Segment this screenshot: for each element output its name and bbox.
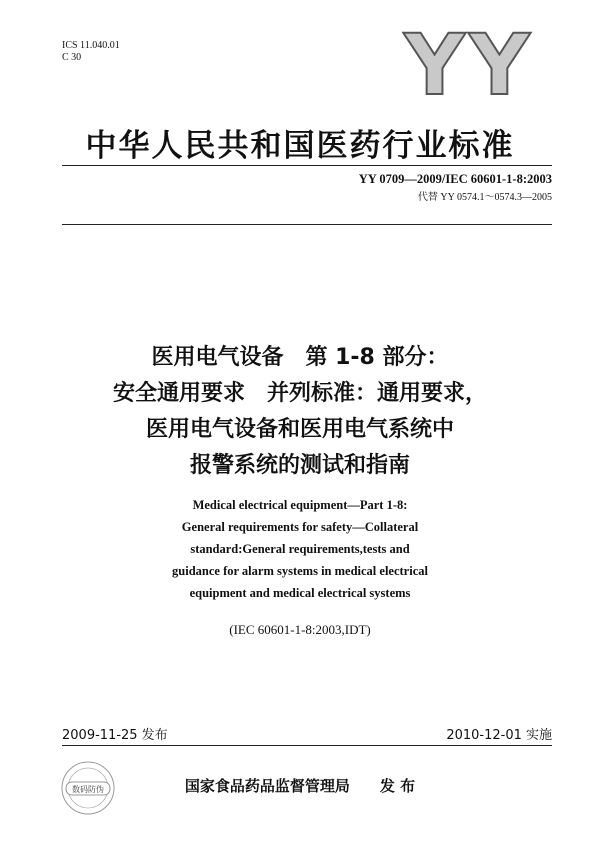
yy-logo-text: YY — [404, 26, 534, 104]
identity-note: (IEC 60601-1-8:2003,IDT) — [229, 622, 371, 637]
publisher: 国家食品药品监督管理局 发 布 — [184, 777, 416, 795]
title-cn-line: 医用电气设备和医用电气系统中 — [145, 417, 454, 442]
title-cn-line: 报警系统的测试和指南 — [189, 453, 410, 478]
issue-date: 2009-11-25 发布 — [62, 728, 168, 743]
stamp-text: 数码防伪 — [72, 785, 104, 794]
title-cn-line: 医用电气设备 第 1-8 部分： — [151, 345, 449, 370]
top-rule — [62, 165, 552, 166]
standard-number: YY 0709—2009/IEC 60601-1-8:2003 — [358, 172, 552, 186]
title-en-line: Medical electrical equipment—Part 1-8: — [192, 498, 408, 512]
implementation-date: 2010-12-01 实施 — [446, 728, 552, 743]
title-en-line: guidance for alarm systems in medical electrical — [172, 564, 428, 578]
ics-classification — [62, 40, 120, 64]
organization-title: 中华人民共和国医药行业标准 — [85, 128, 515, 164]
yy-logo — [398, 26, 540, 104]
ccs-code: C 30 — [62, 52, 82, 63]
title-rule — [62, 224, 552, 225]
title-en-line: General requirements for safety—Collateral — [181, 520, 419, 534]
bottom-rule — [62, 745, 552, 746]
title-cn-line: 安全通用要求 并列标准：通用要求， — [112, 381, 487, 406]
ics-code: ICS 11.040.01 — [62, 40, 120, 51]
replaces-note: 代替 YY 0574.1～0574.3—2005 — [417, 192, 552, 203]
title-en-line: standard:General requirements,tests and — [190, 542, 410, 556]
title-en-line: equipment and medical electrical systems — [189, 586, 411, 600]
